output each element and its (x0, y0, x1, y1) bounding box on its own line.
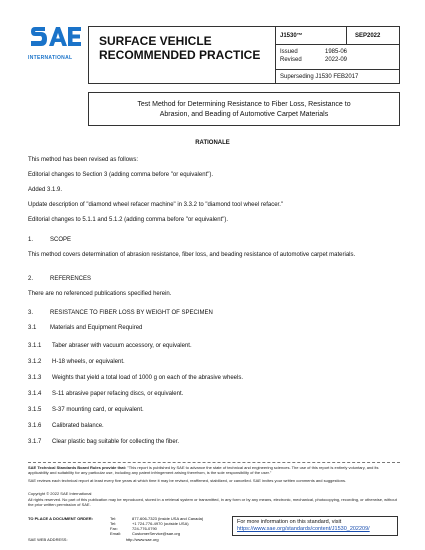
superseding-text: Superseding J1530 FEB2017 (280, 74, 359, 80)
section-3-1-title: Materials and Equipment Required (50, 325, 143, 331)
document-type-line1: SURFACE VEHICLE (99, 34, 212, 48)
item-text: Clear plastic bag suitable for collecting the fiber. (52, 439, 180, 445)
section-1-title: SCOPE (50, 237, 72, 243)
standard-number-cell (276, 27, 347, 45)
order-label: TO PLACE A DOCUMENT ORDER: (28, 516, 93, 521)
sae-logo[interactable] (28, 24, 86, 64)
rationale-p2: Editorial changes to Section 3 (adding comma before "or equivalent"). (28, 172, 214, 178)
issued-label: Issued (280, 49, 298, 55)
tel2-value[interactable]: +1 724-776-4970 (outside USA) (132, 521, 189, 526)
footer-disclaimer (28, 465, 400, 475)
document-title (88, 92, 400, 126)
standard-number: J1530™ (280, 33, 303, 39)
date-code: SEP2022 (355, 33, 381, 39)
section-3-number: 3. (28, 310, 34, 316)
superseding-cell (276, 69, 399, 84)
section-3-title: RESISTANCE TO FIBER LOSS BY WEIGHT OF SPECIMEN (50, 310, 213, 316)
section-2-heading (28, 275, 400, 283)
sae-logo-mark (30, 24, 82, 50)
item-number: 3.1.1 (28, 343, 42, 349)
document-type-title (99, 34, 260, 62)
tel2-label: Tel: (110, 521, 117, 526)
section-2-number: 2. (28, 276, 34, 282)
disclaimer-text: "This report is published by SAE to advance the state of technical and engineering sciences. The use of this report is entirely voluntary, and its applicability and suitability for any particular use, including any patent infringement arising therefrom, is the sole responsibility of the user." (28, 465, 379, 475)
item-text: H-18 wheels, or equivalent. (52, 359, 125, 365)
rationale-p3: Added 3.1.9. (28, 187, 63, 193)
item-number: 3.1.4 (28, 391, 42, 397)
more-info-box (232, 516, 398, 536)
item-text: Weights that yield a total load of 1000 g on each of the abrasive wheels. (52, 375, 244, 381)
rationale-p5: Editorial changes to 5.1.1 and 5.1.2 (adding comma before "or equivalent"). (28, 217, 229, 223)
more-info-text: For more information on this standard, visit (237, 519, 342, 525)
document-type (89, 27, 276, 83)
date-code-cell (347, 27, 399, 45)
item-number: 3.1.3 (28, 375, 42, 381)
rationale-p4: Update description of "diamond wheel refacer machine" in 3.3.2 to "diamond tool wheel refacer." (28, 202, 283, 208)
item-number: 3.1.7 (28, 439, 42, 445)
web-label: SAE WEB ADDRESS: (28, 537, 68, 542)
web-address (28, 537, 159, 542)
rationale-heading: RATIONALE (195, 140, 230, 146)
list-item (28, 374, 400, 382)
rationale-p1: This method has been revised as follows: (28, 157, 139, 163)
document-title-line1: Test Method for Determining Resistance to Fiber Loss, Resistance to (137, 101, 351, 108)
document-type-line2: RECOMMENDED PRACTICE (99, 48, 261, 62)
section-1-number: 1. (28, 237, 34, 243)
footer-review-note: SAE reviews each technical report at least every five years at which time it may be revised, reaffirmed, stabilized, or cancelled. SAE invites your written comments and suggestions. (28, 478, 347, 483)
item-number: 3.1.2 (28, 359, 42, 365)
list-item (28, 342, 400, 350)
fax-value: 724-776-0790 (132, 526, 157, 531)
document-header (88, 26, 400, 84)
item-text: S-37 mounting card, or equivalent. (52, 407, 144, 413)
section-3-1-heading (28, 324, 400, 332)
item-text: Calibrated balance. (52, 423, 104, 429)
tel-label: Tel: (110, 516, 117, 521)
item-number: 3.1.5 (28, 407, 42, 413)
list-item (28, 390, 400, 398)
section-1-text: This method covers determination of abrasion resistance, fiber loss, and beading resistance of automotive carpet materials. (28, 252, 356, 258)
disclaimer-lead: SAE Technical Standards Board Rules provide that: (28, 465, 127, 470)
document-meta (276, 27, 399, 83)
standard-link[interactable]: https://www.sae.org/standards/content/J1530_202209/ (237, 526, 370, 532)
list-item (28, 422, 400, 430)
footer-divider (28, 462, 400, 463)
footer-copyright: Copyright © 2022 SAE International (28, 491, 92, 496)
fax-label: Fax: (110, 526, 118, 531)
email-link[interactable]: CustomerService@sae.org (132, 531, 181, 536)
section-3-heading (28, 309, 400, 317)
list-item (28, 406, 400, 414)
item-text: S-11 abrasive paper refacing discs, or equivalent. (52, 391, 184, 397)
tel-value[interactable]: 877-606-7323 (inside USA and Canada) (132, 516, 204, 521)
footer-rights: All rights reserved. No part of this publication may be reproduced, stored in a retrieval system or transmitted, in any form or by any means, electronic, mechanical, photocopying, recording, or otherwise, without the prior written permission of SAE. (28, 497, 397, 507)
section-2-text: There are no referenced publications specified herein. (28, 291, 172, 297)
list-item (28, 438, 400, 446)
web-link[interactable]: http://www.sae.org (125, 537, 159, 542)
item-number: 3.1.6 (28, 423, 42, 429)
issued-value: 1985-06 (325, 49, 348, 55)
item-text: Taber abraser with vacuum accessory, or equivalent. (52, 343, 192, 349)
revised-value: 2022-09 (325, 57, 348, 63)
section-3-1-number: 3.1 (28, 325, 37, 331)
section-1-heading (28, 236, 400, 244)
section-2-title: REFERENCES (50, 276, 92, 282)
document-title-line2: Abrasion, and Beading of Automotive Carpet Materials (159, 111, 329, 118)
revised-label: Revised (280, 57, 302, 63)
email-label: Email: (110, 531, 122, 536)
logo-subtitle: INTERNATIONAL (28, 55, 73, 61)
list-item (28, 358, 400, 366)
